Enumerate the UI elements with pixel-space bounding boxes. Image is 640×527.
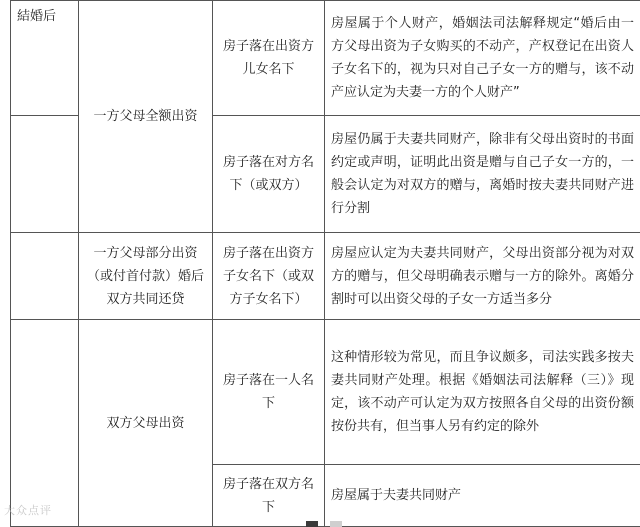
- ownership-cell: 房子落在一人名下: [213, 320, 325, 465]
- ruling-cell: 房屋仍属于夫妻共同财产，除非有父母出资时的书面约定或声明，证明此出资是赠与自己子女一方的，一般会认定为对双方的赠与，离婚时按夫妻共同财产进行分割: [325, 116, 640, 233]
- property-ruling-table: [10, 0, 640, 527]
- ownership-cell: 房子落在对方名下（或双方）: [213, 116, 325, 233]
- ruling-cell: 房屋属于个人财产，婚姻法司法解释规定“婚后由一方父母出资为子女购买的不动产，产权登记在出资人子女名下的，视为只对自己子女一方的赠与，该不动产应认定为夫妻一方的个人财产”: [325, 1, 640, 116]
- funding-cell: 一方父母部分出资（或付首付款）婚后双方共同还贷: [79, 233, 213, 320]
- scrollbar-track-segment[interactable]: [330, 521, 342, 527]
- ruling-cell: 这种情形较为常见，而且争议颇多，司法实践多按夫妻共同财产处理。根据《婚姻法司法解释（三）》现定，该不动产可认定为双方按照各自父母的出资份额按份共有，但当事人另有约定的除外: [325, 320, 640, 465]
- funding-cell: 一方父母全额出资: [79, 1, 213, 233]
- watermark: 大众点评: [4, 504, 52, 517]
- category-cell-empty: [11, 116, 79, 233]
- category-cell: 結婚后: [11, 1, 79, 116]
- funding-cell: 双方父母出资: [79, 320, 213, 527]
- table-row: [11, 320, 640, 465]
- scrollbar-thumb[interactable]: [306, 521, 318, 527]
- category-cell-empty: [11, 233, 79, 320]
- table-row: [11, 1, 640, 116]
- ownership-cell: 房子落在出资方子女名下（或双方子女名下）: [213, 233, 325, 320]
- ruling-cell: 房屋属于夫妻共同财产: [325, 465, 640, 527]
- category-cell-empty: [11, 320, 79, 527]
- ownership-cell: 房子落在出资方儿女名下: [213, 1, 325, 116]
- ownership-cell: 房子落在双方名下: [213, 465, 325, 527]
- ruling-cell: 房屋应认定为夫妻共同财产，父母出资部分视为对双方的赠与，但父母明确表示赠与一方的除外。离婚分割时可以出资父母的子女一方适当多分: [325, 233, 640, 320]
- table-row: [11, 233, 640, 320]
